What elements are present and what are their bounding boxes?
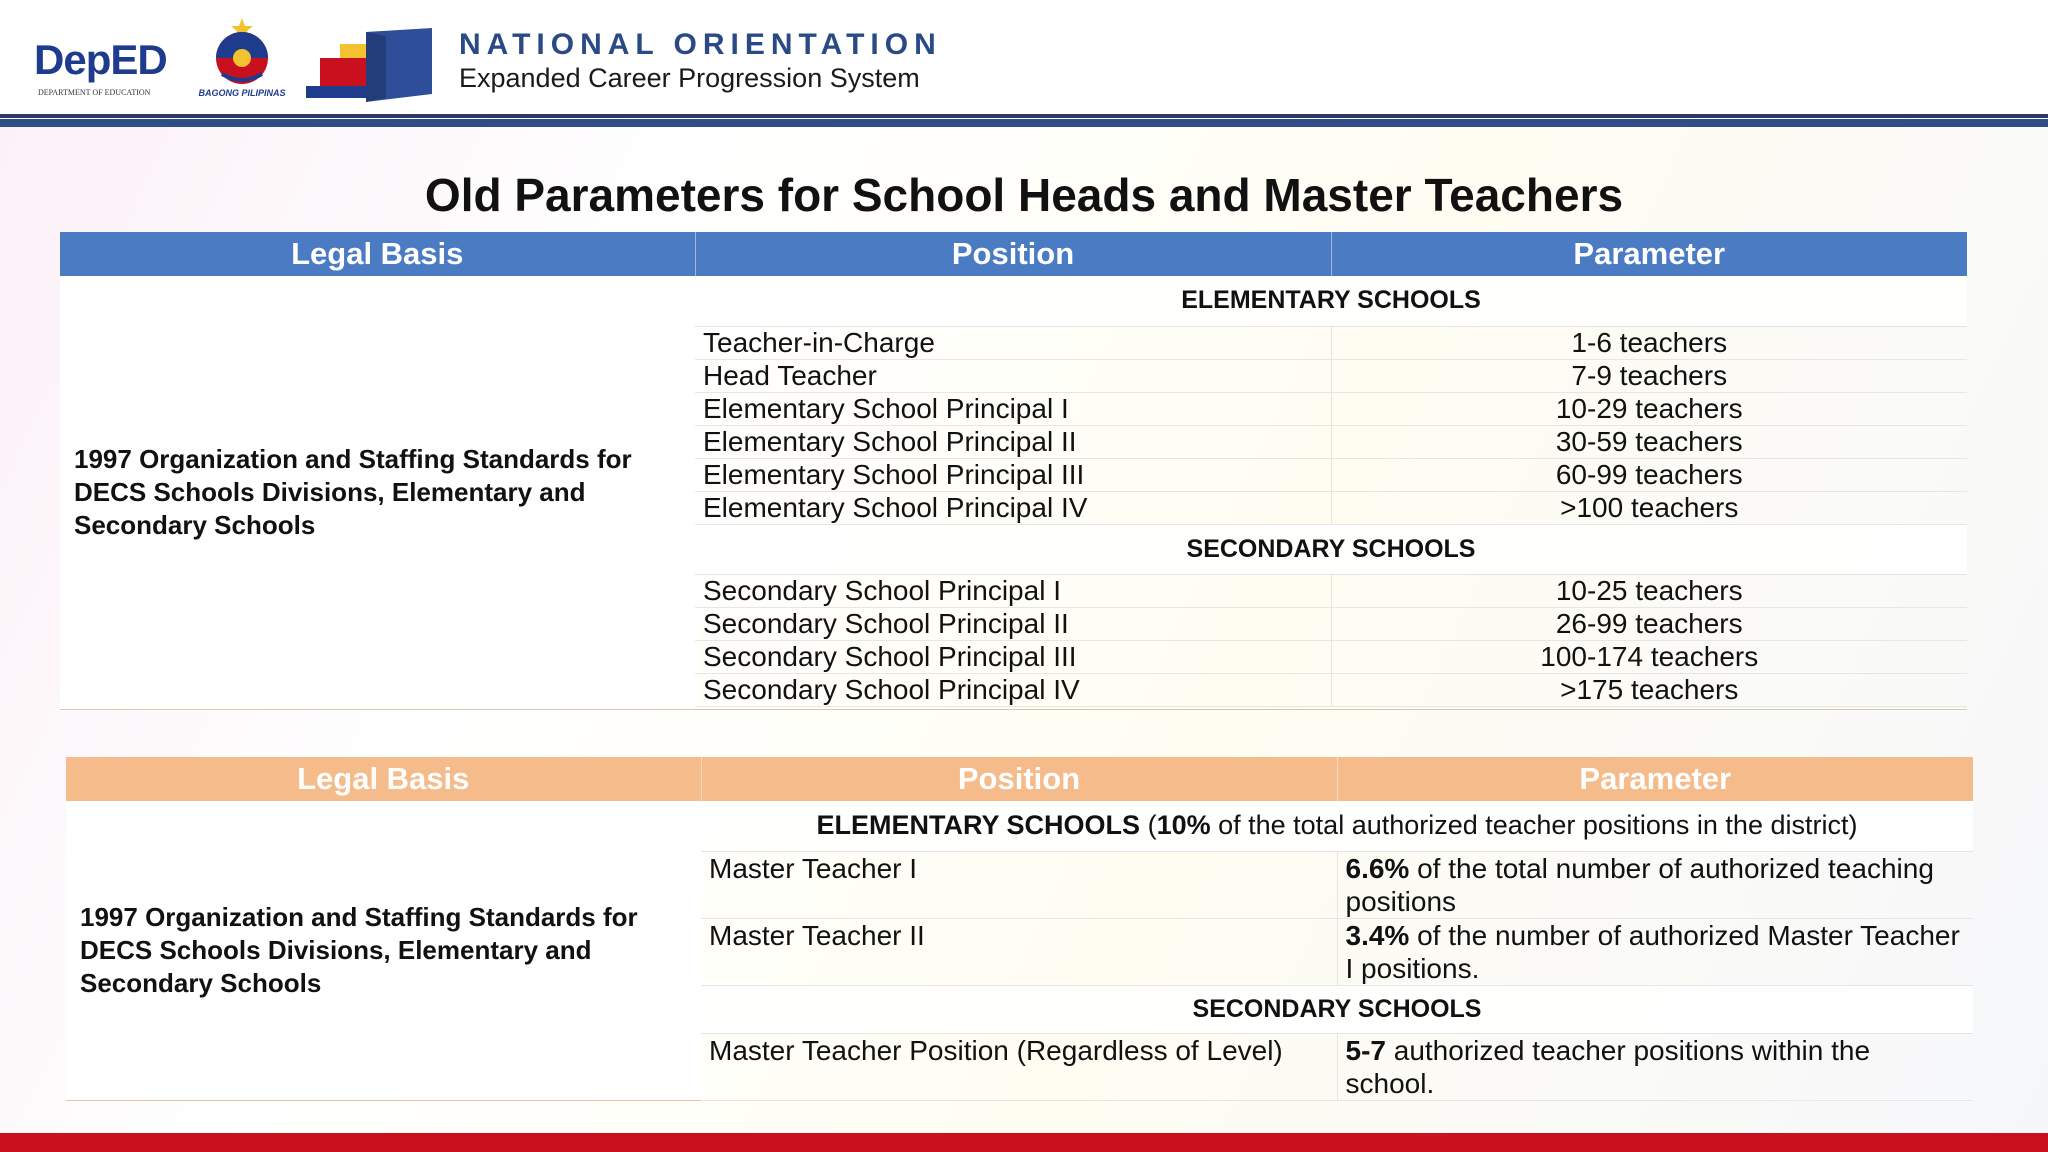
deped-logo-text: DepED: [34, 36, 167, 83]
section-heading-elementary: ELEMENTARY SCHOOLS: [695, 276, 1967, 326]
deped-logo-subtext: DEPARTMENT OF EDUCATION: [38, 88, 151, 97]
parameter-cell: 10-25 teachers: [1331, 574, 1967, 607]
position-cell: Teacher-in-Charge: [695, 326, 1331, 359]
column-header-legal-basis: Legal Basis: [66, 757, 701, 801]
column-header-position: Position: [701, 757, 1337, 801]
bagong-pilipinas-emblem-icon: [192, 16, 292, 88]
ecps-logo-icon: [306, 28, 436, 102]
column-header-position: Position: [695, 232, 1331, 276]
parameter-rest: of the total number of authorized teaching positions: [1345, 852, 1934, 917]
parameter-bold: 3.4%: [1345, 919, 1410, 951]
ecps-logo: [306, 28, 436, 102]
parameter-cell: 26-99 teachers: [1331, 607, 1967, 640]
parameter-cell: [1337, 918, 1973, 985]
position-cell: Elementary School Principal II: [695, 425, 1331, 458]
parameter-rest: of the number of authorized Master Teacher I positions.: [1345, 919, 1960, 984]
bagong-pilipinas-text: BAGONG PILIPINAS: [198, 88, 286, 98]
section-heading-elementary-bold: ELEMENTARY SCHOOLS: [816, 810, 1141, 841]
section-heading-elementary: [701, 801, 1973, 851]
parameter-cell: [1337, 851, 1973, 918]
parameter-cell: 100-174 teachers: [1331, 640, 1967, 673]
position-cell: Secondary School Principal IV: [695, 673, 1331, 706]
position-cell: Secondary School Principal II: [695, 607, 1331, 640]
slide-title: Old Parameters for School Heads and Master Teachers: [424, 169, 1624, 221]
table-header-row: [66, 757, 1973, 801]
parameter-cell: 30-59 teachers: [1331, 425, 1967, 458]
position-cell: Elementary School Principal I: [695, 392, 1331, 425]
position-cell: Master Teacher Position (Regardless of Level): [701, 1033, 1337, 1100]
master-teachers-table: [66, 757, 1973, 1101]
parameter-cell: [1337, 1033, 1973, 1100]
column-header-parameter: Parameter: [1331, 232, 1967, 276]
parameter-bold: 5-7: [1345, 1034, 1386, 1066]
header-divider: [0, 114, 2048, 118]
table-header-row: [60, 232, 1967, 276]
header-bar: [0, 0, 2048, 116]
position-cell: Master Teacher I: [701, 851, 1337, 918]
position-cell: Master Teacher II: [701, 918, 1337, 985]
section-heading-secondary: SECONDARY SCHOOLS: [695, 524, 1967, 574]
parameter-cell: 60-99 teachers: [1331, 458, 1967, 491]
section-heading-paren: (: [1140, 810, 1157, 841]
parameter-cell: 7-9 teachers: [1331, 359, 1967, 392]
parameter-cell: >100 teachers: [1331, 491, 1967, 524]
column-header-parameter: Parameter: [1337, 757, 1973, 801]
parameter-cell: 1-6 teachers: [1331, 326, 1967, 359]
header-stripe: [0, 119, 2048, 127]
position-cell: Secondary School Principal III: [695, 640, 1331, 673]
section-heading-secondary: SECONDARY SCHOOLS: [701, 985, 1973, 1033]
deped-logo: [34, 28, 184, 100]
header-subtitle: Expanded Career Progression System: [459, 63, 920, 93]
footer-bar: [0, 1133, 2048, 1152]
header-national-title: NATIONAL ORIENTATION: [459, 28, 942, 61]
position-cell: Elementary School Principal IV: [695, 491, 1331, 524]
parameter-cell: 10-29 teachers: [1331, 392, 1967, 425]
school-heads-table: [60, 232, 1967, 710]
position-cell: Elementary School Principal III: [695, 458, 1331, 491]
position-cell: Secondary School Principal I: [695, 574, 1331, 607]
section-heading-percent: 10%: [1156, 810, 1211, 841]
section-heading-rest: of the total authorized teacher positions in the district): [1210, 810, 1858, 841]
bagong-pilipinas-logo: [192, 16, 292, 102]
parameter-bold: 6.6%: [1345, 852, 1410, 884]
parameter-rest: authorized teacher positions within the school.: [1345, 1034, 1871, 1099]
position-cell: Head Teacher: [695, 359, 1331, 392]
column-header-legal-basis: Legal Basis: [60, 232, 695, 276]
legal-basis-cell: 1997 Organization and Staffing Standards for DECS Schools Divisions, Elementary and Secondary Schools: [60, 276, 695, 709]
parameter-cell: >175 teachers: [1331, 673, 1967, 706]
legal-basis-cell: 1997 Organization and Staffing Standards for DECS Schools Divisions, Elementary and Secondary Schools: [66, 801, 701, 1100]
